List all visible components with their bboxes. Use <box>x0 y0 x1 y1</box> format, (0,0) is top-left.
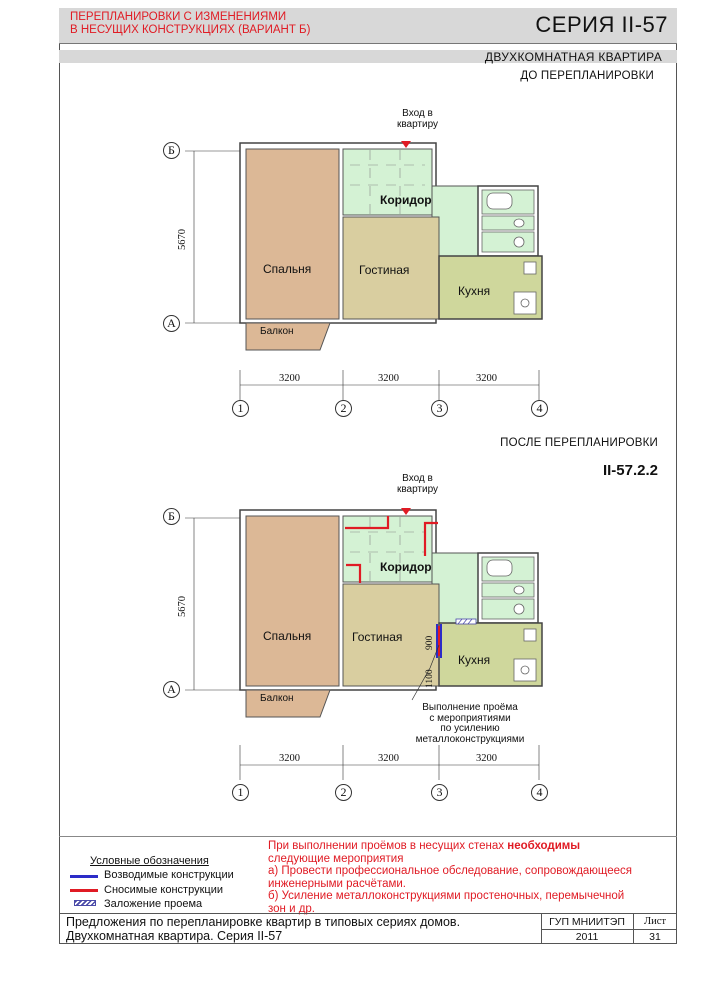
opening-dim-1100: 1100 <box>425 669 435 688</box>
requirements-note: При выполнении проёмов в несущих стенах необходимы следующие мероприятия а) Провести профессиональное обследование, сопровождающееся инженерными расчётами. б) Усиление металлоконструкциями простеночных, перемычечной зон и др. <box>268 840 633 915</box>
footer-org: ГУП МНИИТЭП <box>549 916 625 928</box>
axis-a-bubble-after: А <box>163 681 180 698</box>
header-title-line2: В НЕСУЩИХ КОНСТРУКЦИЯХ (ВАРИАНТ Б) <box>70 24 311 36</box>
before-title: ДО ПЕРЕПЛАНИРОВКИ <box>520 70 654 82</box>
room-corridor: Коридор <box>380 193 432 207</box>
axis-b-bubble-after: Б <box>163 508 180 525</box>
footer-title: Предложения по перепланировке квартир в типовых сериях домов. Двухкомнатная квартира. Серия II-57 <box>66 915 461 943</box>
axis-1-bubble-after: 1 <box>232 784 249 801</box>
room-balcony-after: Балкон <box>260 693 294 704</box>
legend-demolished: Сносимые конструкции <box>104 884 223 896</box>
layout-code: II-57.2.2 <box>602 462 658 479</box>
legend-filled: Заложение проема <box>104 898 203 910</box>
axis-3-bubble-after: 3 <box>431 784 448 801</box>
room-bedroom: Спальня <box>263 262 312 276</box>
room-living: Гостиная <box>359 263 410 277</box>
span-2: 3200 <box>378 373 399 384</box>
entry-label-after: Вход в квартиру <box>396 473 439 495</box>
footer-sheet-number: 31 <box>649 931 661 943</box>
legend-filled-hatch <box>74 900 96 906</box>
room-kitchen: Кухня <box>458 284 491 298</box>
room-balcony: Балкон <box>260 326 294 337</box>
footer-cell-divider <box>541 929 677 930</box>
axis-4-bubble: 4 <box>531 400 548 417</box>
after-title: ПОСЛЕ ПЕРЕПЛАНИРОВКИ <box>500 437 658 449</box>
entry-label-before: Вход в квартиру <box>396 108 439 130</box>
span-3: 3200 <box>476 373 497 384</box>
room-kitchen-after: Кухня <box>458 653 491 667</box>
legend-title: Условные обозначения <box>90 855 209 867</box>
axis-4-bubble-after: 4 <box>531 784 548 801</box>
depth-dim-after: 5670 <box>177 596 188 617</box>
room-living-after: Гостиная <box>352 630 403 644</box>
footer-year: 2011 <box>575 931 599 943</box>
legend-divider <box>59 836 677 837</box>
span-1-after: 3200 <box>279 753 300 764</box>
span-1: 3200 <box>279 373 300 384</box>
footer-sheet-label: Лист <box>644 916 666 927</box>
axis-b-bubble: Б <box>163 142 180 159</box>
axis-1-bubble: 1 <box>232 400 249 417</box>
series-title: СЕРИЯ II-57 <box>535 12 668 37</box>
span-2-after: 3200 <box>378 753 399 764</box>
opening-dim-900: 900 <box>425 635 435 650</box>
room-corridor-after: Коридор <box>380 560 432 574</box>
span-3-after: 3200 <box>476 753 497 764</box>
opening-callout: Выполнение проёма с мероприятиями по усилению металлоконструкциями <box>415 702 525 745</box>
legend-built-line <box>70 875 98 878</box>
depth-dim: 5670 <box>177 229 188 250</box>
header-title-line1: ПЕРЕПЛАНИРОВКИ С ИЗМЕНЕНИЯМИ <box>70 11 287 23</box>
legend-demolished-line <box>70 889 98 892</box>
axis-3-bubble: 3 <box>431 400 448 417</box>
axis-2-bubble-after: 2 <box>335 784 352 801</box>
apartment-type: ДВУХКОМНАТНАЯ КВАРТИРА <box>484 50 662 64</box>
legend-built: Возводимые конструкции <box>104 869 234 881</box>
axis-2-bubble: 2 <box>335 400 352 417</box>
room-bedroom-after: Спальня <box>263 629 312 643</box>
axis-a-bubble: А <box>163 315 180 332</box>
